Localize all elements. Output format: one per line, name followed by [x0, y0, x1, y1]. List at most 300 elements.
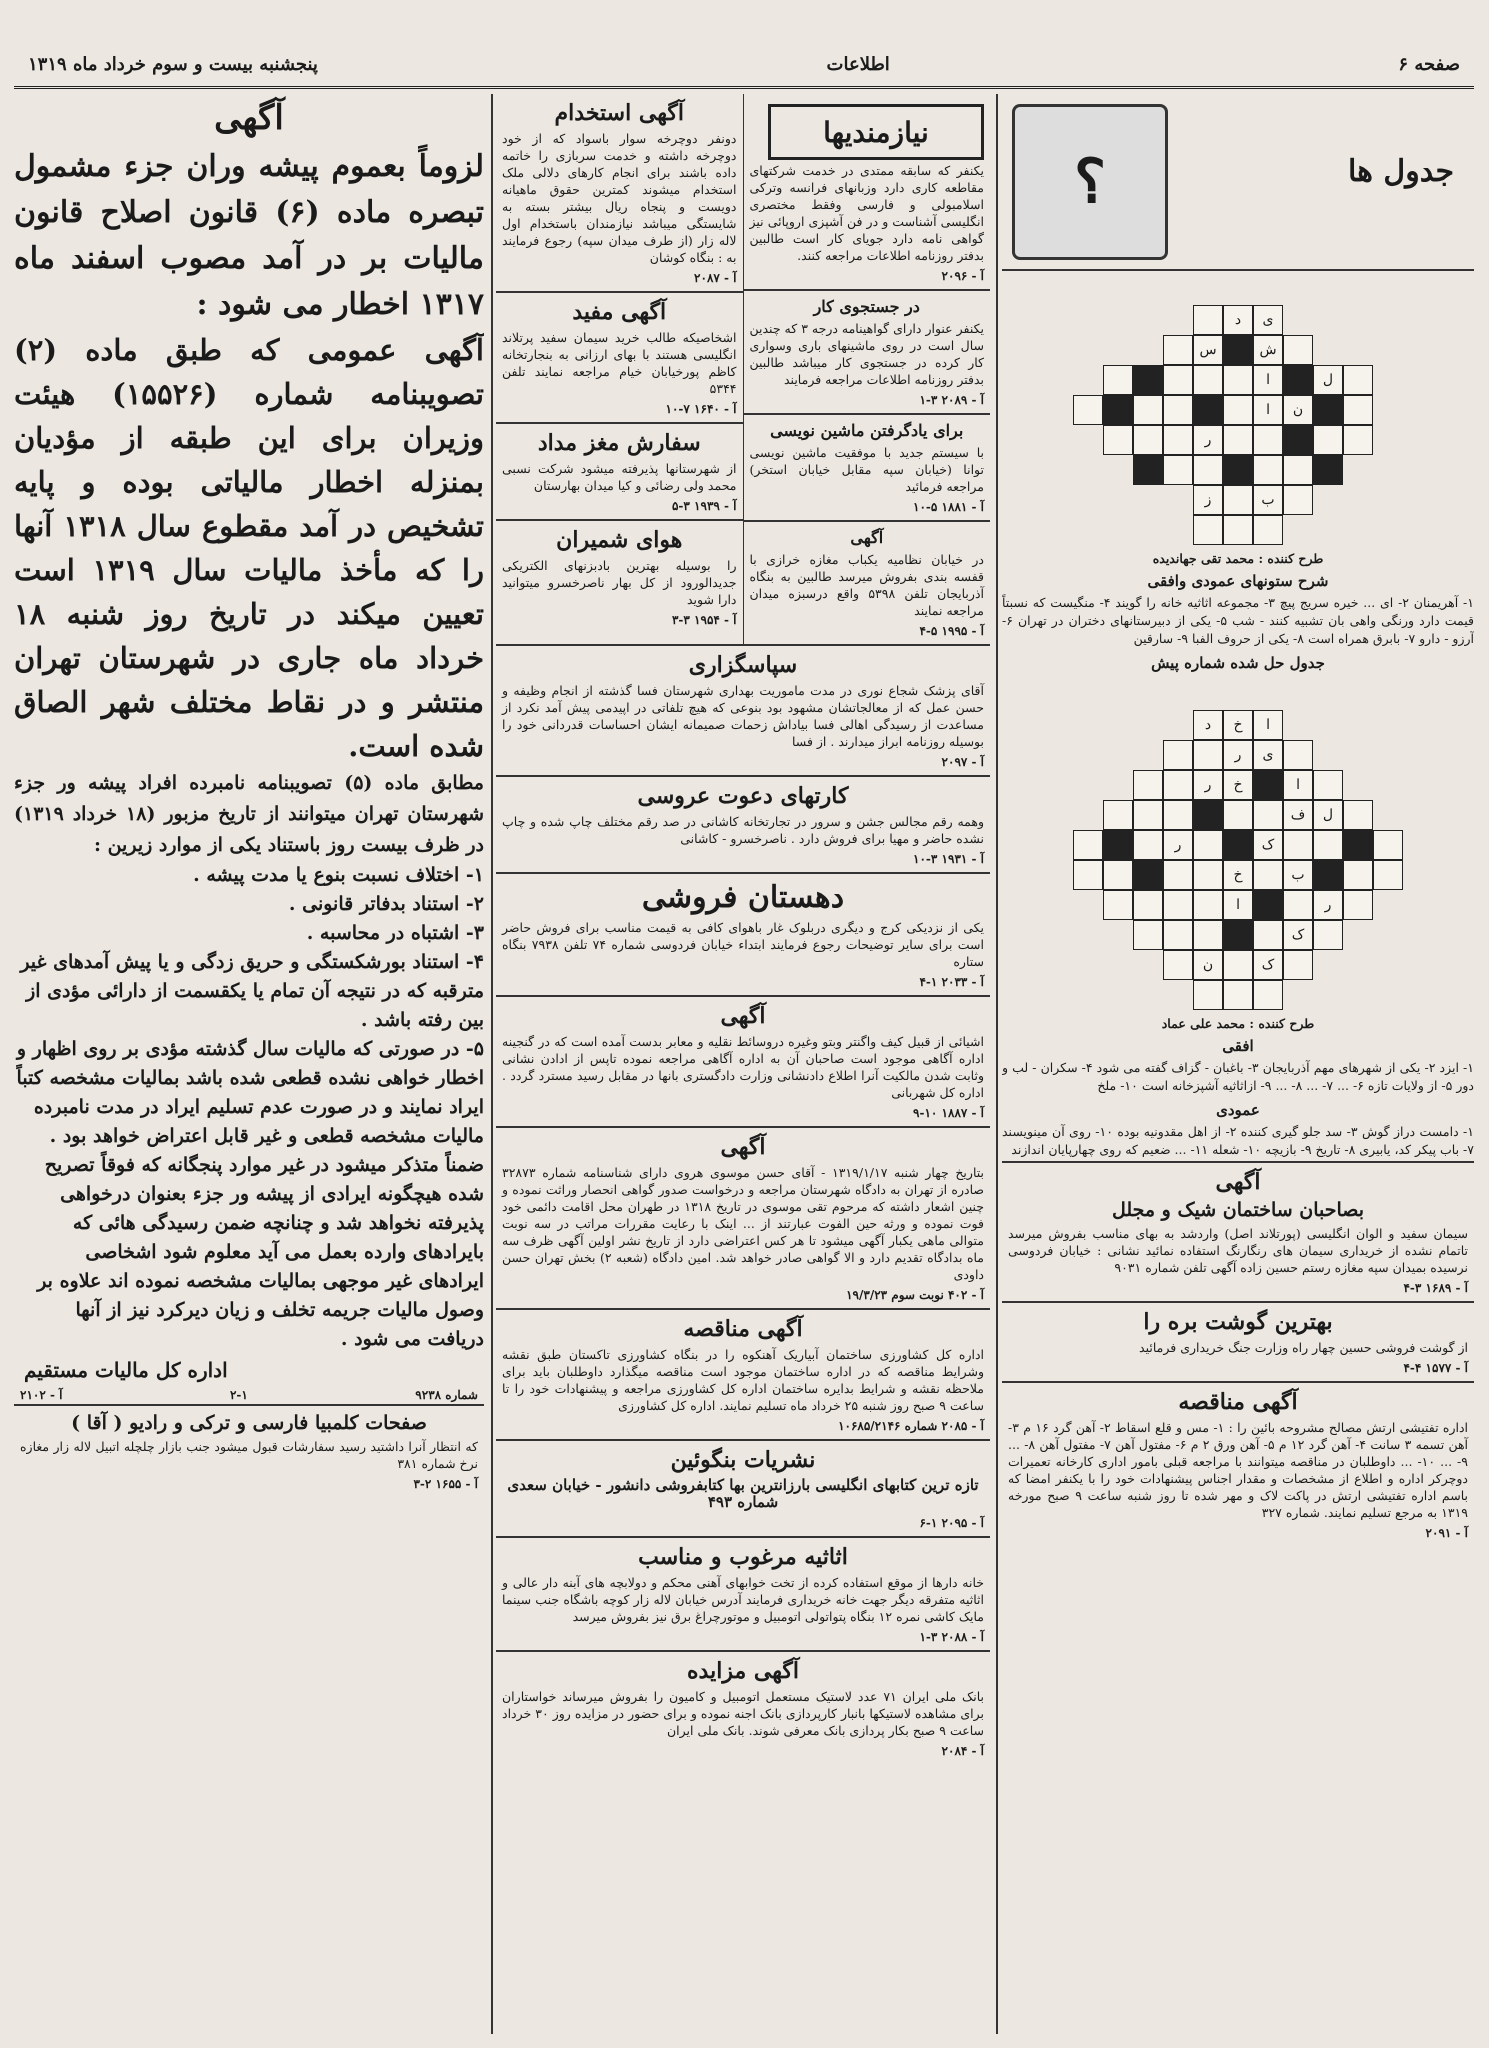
crossword-cell: ر [1313, 890, 1343, 920]
crossword-empty [1105, 920, 1133, 948]
crossword-cell [1163, 950, 1193, 980]
crossword-cell [1373, 830, 1403, 860]
crossword-cell: خ [1223, 860, 1253, 890]
crossword-empty [1105, 305, 1133, 333]
cement-ad [1002, 1161, 1474, 1303]
crossword-cell: ا [1253, 395, 1283, 425]
crossword-cell [1313, 425, 1343, 455]
tax-notice-item: ضمناً متذکر میشود در غیر موارد پنجگانه که فوقاً تصریح شده هیچگونه ایرادی از پیشه ور جزء بعنوان درخواهی پذیرفته نخواهد شد و چنانچه ضمن رسیدگی هائی که بایرادهای وارده بعمل می آید معلوم شود اشخاصی ایرادهای غیر موجهی بمالیات مشخصه نموده اند علاوه بر وصول مالیات جریمه تخلف و زیان دیرکرد نیز از آنها دریافت می شود . [37, 1154, 484, 1350]
pencil-lead-ad-ref: آ - ۱۹۳۹ ۳-۵ [671, 499, 737, 513]
tax-notice-title: آگهی [214, 98, 284, 138]
niaz-entry [744, 415, 991, 522]
crossword-cell: د [1193, 710, 1223, 740]
wedding-card-ad-ref: آ - ۱۹۳۱ ۳-۱۰ [913, 852, 984, 866]
crossword-empty [1375, 890, 1403, 918]
tax-notice-intro: لزوماً بعموم پیشه وران جزء مشمول تبصره ماده (۶) قانون اصلاح قانون مالیات بر در آمد مصوب اسفند ماه ۱۳۱۷ اخطار می شود : [14, 149, 484, 322]
crossword-empty [1345, 275, 1373, 303]
police-ad-text: اشیائی از قبیل کیف واگنتر وبتو وغیره دروسائط نقلیه و معابر بدست آمده است که در گنجینه اداره آگاهی موجود است صاحبان آن به اداره آگاهی مراجعه نموده تاپس از ادادن نشانی وثابت شدن مالکیت آنرا اطلاع دادنشانی وزارت دادگستری بانها در مقابل رسید مسترد گردد . اداره کل شهربانی [502, 1034, 984, 1100]
crossword-black-cell [1133, 365, 1163, 395]
niaz-entry-text: در خیابان نظامیه یکباب مغازه خرازی با قفسه بندی بفروش میرسد طالبین به بنگاه آذربایجان تلفن ۵۳۹۸ واقع درسبزه میدان مراجعه نمایند [749, 552, 984, 618]
crossword-cell [1193, 455, 1223, 485]
crossword-empty [1345, 740, 1373, 768]
crossword-empty [1135, 950, 1163, 978]
crossword-black-cell [1103, 395, 1133, 425]
crossword-2 [1002, 676, 1474, 1014]
crossword-empty [1375, 920, 1403, 948]
crossword-empty [1075, 455, 1103, 483]
crossword-empty [1285, 680, 1313, 708]
crossword-empty [1345, 515, 1373, 543]
records-ad-ref: آ - ۱۶۵۵ ۲-۳ [413, 1477, 478, 1491]
crossword-empty [1375, 425, 1403, 453]
penguin-ad-title: نشریات بنگوئین [670, 1447, 816, 1473]
crossword-cell: ر [1193, 770, 1223, 800]
meat-ad [1002, 1303, 1474, 1383]
crossword-empty [1135, 275, 1163, 303]
crossword-cell [1163, 335, 1193, 365]
crossword-black-cell [1193, 800, 1223, 830]
niaz-entry-text: یکنفر عنوار دارای گواهینامه درجه ۳ که چندین سال است در روی ماشینهای باری وسواری کار کرده در جستجوی کار میباشد طالبین بدفتر روزنامه اطلاعات مراجعه فرمایند [749, 321, 984, 387]
pencil-lead-ad-text: از شهرستانها پذیرفته میشود شرکت نسبی محمد ولی رضائی و کیا میدان بهارستان [502, 461, 737, 493]
crossword-cell [1343, 800, 1373, 830]
crossword-black-cell [1253, 890, 1283, 920]
crossword-empty [1105, 275, 1133, 303]
crossword-empty [1075, 740, 1103, 768]
crossword-cell [1163, 425, 1193, 455]
crossword-cell [1163, 860, 1193, 890]
tax-notice-ref: ۲-۱ [229, 1388, 248, 1402]
court-ad-ref: آ - ۴۰۲ نوبت سوم ۱۹/۳/۲۳ [846, 1288, 984, 1302]
crossword-cell [1103, 800, 1133, 830]
crossword-empty [1105, 980, 1133, 1008]
crossword-cell [1253, 860, 1283, 890]
crossword-cell [1343, 365, 1373, 395]
tax-notice-item: ۵- در صورتی که مالیات سال گذشته مؤدی بر روی اظهار و اخطار خواهی نشده قطعی شده باشد بمالیات مشخصه کتباً ایراد نمایند و در صورت عدم تسلیم ایراد در مدت نامبرده مالیات مشخصه قطعی و غیر قابل اعتراض خواهد بود . [16, 1038, 484, 1147]
crossword-empty [1165, 680, 1193, 708]
tax-notice-signature: اداره کل مالیات مستقیم [24, 1358, 228, 1382]
crossword-cell [1193, 860, 1223, 890]
niaz-entry-text: یکنفر که سابقه ممتدی در خدمت شرکتهای مقاطعه کاری دارد وزبانهای فرانسه وترکی اسلامبولی و فارسی وفقط مختصری انگلیسی آشناست و در فن آشپزی اروپائی نیز گواهی نامه دارد جویای کار است طالبین بدفتر روزنامه اطلاعات مراجعه کنند. [749, 163, 984, 263]
crossword-empty [1165, 275, 1193, 303]
crossword-cell [1313, 830, 1343, 860]
crossword-empty [1285, 980, 1313, 1008]
crossword-empty [1345, 455, 1373, 483]
crossword-empty [1075, 335, 1103, 363]
agri-tender-ad [496, 1310, 990, 1441]
newspaper-page [14, 10, 1474, 2038]
crossword-empty [1255, 680, 1283, 708]
crossword-cell [1193, 365, 1223, 395]
crossword-empty [1345, 710, 1373, 738]
crossword-cell [1223, 485, 1253, 515]
crossword-empty [1075, 710, 1103, 738]
niaz-entry [744, 522, 991, 644]
crossword-empty [1135, 485, 1163, 513]
crossword-empty [1375, 740, 1403, 768]
crossword-cell: ر [1223, 740, 1253, 770]
tender-ad-title: آگهی مناقصه [1178, 1389, 1298, 1415]
crossword-empty [1105, 455, 1133, 483]
crossword-cell [1253, 515, 1283, 545]
penguin-ad-ref: آ - ۲۰۹۵ ۱-۶ [919, 1516, 984, 1530]
niaz-entry-text: با سیستم جدید با موفقیت ماشین نویسی توانا (خیابان سپه مقابل خیابان استخر) مراجعه فرمائید [749, 445, 984, 494]
crossword-black-cell [1223, 830, 1253, 860]
crossword-empty [1375, 275, 1403, 303]
crossword-cell [1073, 395, 1103, 425]
crossword-cell: ا [1223, 890, 1253, 920]
crossword-empty [1285, 275, 1313, 303]
crossword-2-credit: طرح کننده : محمد علی عماد [1161, 1016, 1315, 1031]
small-ads [496, 94, 743, 644]
niaz-entry-title: در جستجوی کار [813, 297, 920, 316]
issue-date: پنجشنبه بیست و سوم خرداد ماه ۱۳۱۹ [28, 53, 318, 75]
employment-ad-title: آگهی استخدام [554, 100, 684, 126]
records-ad-title: صفحات کلمبیا فارسی و ترکی و رادیو ( آقا ) [71, 1412, 427, 1434]
crossword-1-credit: طرح کننده : محمد تقی جهاندیده [1152, 551, 1324, 566]
crossword-cell [1253, 920, 1283, 950]
crossword-empty [1075, 890, 1103, 918]
crossword-cell [1283, 455, 1313, 485]
meat-ad-text: از گوشت فروشی حسین چهار راه وزارت جنگ خریداری فرمائید [1139, 1340, 1468, 1355]
crossword-cell [1283, 830, 1313, 860]
furniture-ad-title: اثاثیه مرغوب و مناسب [638, 1544, 848, 1570]
crossword-cell [1163, 770, 1193, 800]
crossword-cell: ن [1283, 395, 1313, 425]
crossword-empty [1105, 515, 1133, 543]
crossword-cell [1223, 365, 1253, 395]
tax-notice-item: ۴- استناد بورشکستگی و حریق زدگی و یا پیش آمدهای غیر مترقبه که در نتیجه آن تمام یا یکقسمت از دارائی مؤدی از بین رفته باشد . [20, 951, 484, 1031]
crossword-cell: ب [1253, 485, 1283, 515]
crossword-empty [1225, 275, 1253, 303]
crossword-empty [1345, 305, 1373, 333]
crossword-empty [1315, 335, 1343, 363]
amoodi-clues: ۱- دامست دراز گوش ۳- سد جلو گیری کننده ۲- از اهل مقدونیه بوده ۱۰- روی آن مینویسند ۷- باب پیکر کد، یابیری ۸- تاریخ ۹- بازیچه ۱۰- شعله ۱۱- ... ضعیم که روی چهارپایان اندازند [1002, 1124, 1474, 1157]
crossword-empty [1315, 680, 1343, 708]
crossword-empty [1105, 335, 1133, 363]
crossword-cell [1343, 860, 1373, 890]
crossword-empty [1075, 515, 1103, 543]
niaz-entry-ref: آ - ۱۸۸۱ ۵-۱۰ [913, 500, 984, 514]
crossword-black-cell [1283, 425, 1313, 455]
crossword-cell [1133, 425, 1163, 455]
crossword-cell: س [1193, 335, 1223, 365]
crossword-empty [1075, 770, 1103, 798]
niaz-entry-title: برای یادگرفتن ماشین نویسی [770, 421, 964, 440]
crossword-cell [1193, 830, 1223, 860]
crossword-empty [1315, 710, 1343, 738]
niaz-entry-ref: آ - ۲۰۹۶ [941, 269, 984, 283]
fan-ad-text: را بوسیله بهترین بادبزنهای الکتریکی جدیدالورود از کل بهار ناصرخسرو میتوانید دارا شوید [502, 558, 737, 607]
crossword-empty [1375, 455, 1403, 483]
crossword-cell [1313, 770, 1343, 800]
crossword-cell [1073, 830, 1103, 860]
crossword-empty [1105, 950, 1133, 978]
puzzle-banner [1002, 94, 1474, 271]
crossword-empty [1375, 335, 1403, 363]
useful-ad-title: آگهی مفید [572, 299, 667, 325]
penguin-ad-text: تازه ترین کتابهای انگلیسی بارزانترین بها کتابفروشی دانشور - خیابان سعدی شماره ۴۹۳ [507, 1476, 979, 1511]
column-divider [996, 94, 998, 2034]
crossword-empty [1075, 980, 1103, 1008]
crossword-cell: ن [1193, 950, 1223, 980]
crossword-empty [1375, 680, 1403, 708]
cement-ad-title: آگهی [1215, 1169, 1261, 1195]
crossword-empty [1075, 275, 1103, 303]
crossword-empty [1375, 980, 1403, 1008]
crossword-black-cell [1223, 335, 1253, 365]
crossword-1-clues: ۱- آهریمنان ۲- ای ... خیره سریج پیچ ۳- مجموعه اثاثیه خانه را گویند ۴- منگیست که نسبتاً قیمت دارد ورنگی واهی بان تشبیه کنند - شب ۵- یکی از دبیرستانهای دختران در تهران ۶- آرزو - دارو ۷- بابرق همراه است ۸- یکی از حروف الفبا ۹- سارقین [1002, 595, 1474, 646]
fan-ad-ref: آ - ۱۹۵۴ ۳-۳ [671, 613, 737, 627]
crossword-cell: ل [1313, 800, 1343, 830]
crossword-empty [1105, 740, 1133, 768]
crossword-cell [1223, 950, 1253, 980]
crossword-cell: ی [1253, 305, 1283, 335]
puzzle-illustration-icon: ؟ [1012, 104, 1168, 260]
crossword-cell: ب [1283, 860, 1313, 890]
crossword-cell [1343, 395, 1373, 425]
crossword-cell [1133, 830, 1163, 860]
crossword-empty [1375, 485, 1403, 513]
pencil-lead-ad [496, 424, 743, 521]
crossword-black-cell [1223, 920, 1253, 950]
crossword-cell [1223, 395, 1253, 425]
crossword-empty [1285, 710, 1313, 738]
crossword-empty [1075, 920, 1103, 948]
crossword-empty [1135, 335, 1163, 363]
crossword-cell: ی [1253, 740, 1283, 770]
crossword-empty [1075, 365, 1103, 393]
crossword-empty [1375, 710, 1403, 738]
tax-notice-ref: شماره ۹۲۳۸ [415, 1388, 478, 1402]
amoodi-heading: عمودی [1216, 1101, 1260, 1119]
crossword-empty [1075, 425, 1103, 453]
cement-ad-ref: آ - ۱۶۸۹ ۳-۴ [1403, 1281, 1468, 1295]
tender-ad-ref: آ - ۲۰۹۱ [1425, 1526, 1468, 1540]
crossword-cell: ک [1253, 950, 1283, 980]
crossword-cell: ا [1253, 710, 1283, 740]
penguin-ad [496, 1441, 990, 1538]
crossword-empty [1345, 335, 1373, 363]
crossword-empty [1255, 275, 1283, 303]
crossword-cell [1223, 800, 1253, 830]
crossword-1 [1002, 271, 1474, 549]
crossword-cell [1223, 980, 1253, 1010]
crossword-cell [1133, 890, 1163, 920]
tax-notice-refs [14, 1386, 484, 1406]
police-ad-title: آگهی [720, 1003, 766, 1029]
crossword-empty [1375, 395, 1403, 423]
crossword-empty [1345, 770, 1373, 798]
crossword-cell [1163, 890, 1193, 920]
employment-ad-ref: آ - ۲۰۸۷ [694, 271, 737, 285]
crossword-empty [1195, 680, 1223, 708]
tax-notice-article5: مطابق ماده (۵) تصویبنامه نامبرده افراد پیشه ور جزء شهرستان تهران میتوانند از تاریخ مزبور (۱۸ خرداد ۱۳۱۹) در ظرف بیست روز باستناد یکی از موارد زیرین : [14, 772, 484, 856]
crossword-cell [1193, 890, 1223, 920]
crossword-cell: ر [1193, 425, 1223, 455]
thanks-ad-text: آقای پزشک شجاع نوری در مدت ماموریت بهداری شهرستان فسا گذشته از انجام وظیفه و حسن عمل که از معالجاتشان مشهود بود بنوعی که هیچ تلفاتی در اپیدمی پیش آمد نکرد از مساعدت از رسیدگی اهالی فسا بیاداش زحمات صمیمانه ایشان احساسات قدردانی خود را بوسیله روزنامه ابراز میدارند . از فسا [502, 683, 984, 749]
tender-ad [1002, 1383, 1474, 1546]
crossword-cell: ا [1253, 365, 1283, 395]
afoghi-heading: افقی [1222, 1037, 1254, 1055]
thanks-ad [496, 646, 990, 777]
crossword-empty [1375, 515, 1403, 543]
niazmandiha [743, 94, 991, 644]
crossword-empty [1285, 305, 1313, 333]
crossword-2-grid [1073, 680, 1403, 1010]
crossword-cell [1193, 740, 1223, 770]
wedding-card-ad [496, 777, 990, 874]
crossword-empty [1315, 980, 1343, 1008]
crossword-empty [1135, 305, 1163, 333]
crossword-empty [1195, 275, 1223, 303]
auction-ad-text: بانک ملی ایران ۷۱ عدد لاستیک مستعمل اتومبیل و کامیون را بفروش میرساند خواستاران برای مشاهده لاستیکها بانبار کارپردازی بانک اجنه نموده و برای حضور در مزایده روز ۳۰ خرداد ساعت ۹ صبح بکار پردازی بانک معرفی شوند. بانک ملی ایران [502, 1689, 984, 1738]
auction-ad [496, 1652, 990, 1764]
crossword-black-cell [1343, 830, 1373, 860]
village-sale-ad-title: دهستان فروشی [641, 880, 845, 915]
crossword-cell [1103, 425, 1133, 455]
crossword-cell [1193, 515, 1223, 545]
crossword-empty [1375, 770, 1403, 798]
meat-ad-ref: آ - ۱۵۷۷ ۴-۴ [1403, 1361, 1468, 1375]
tax-notice-ref: آ - ۲۱۰۲ [20, 1388, 63, 1402]
crossword-empty [1075, 800, 1103, 828]
crossword-cell [1283, 485, 1313, 515]
crossword-empty [1135, 710, 1163, 738]
niaz-entry-ref: آ - ۱۹۹۵ ۵-۴ [919, 624, 984, 638]
pencil-lead-ad-title: سفارش مغز مداد [537, 430, 701, 456]
crossword-cell [1163, 740, 1193, 770]
crossword-cell: ش [1253, 335, 1283, 365]
crossword-empty [1135, 980, 1163, 1008]
employment-ad-text: دونفر دوچرخه سوار باسواد که از خود دوچرخه داشته و خدمت سربازی را خاتمه داده باشند برای انجام کارهای دلالی ملک استخدام میشوند کمترین حقوق ماهیانه دویست و پنجاه ریال بیشتر بسته به شایستگی میباشد نیازمندان باستخدام اول لاله زار (از طرف میدان سپه) رجوع فرمایند به : بنگاه کوشان [502, 131, 737, 265]
masthead [14, 42, 1474, 89]
crossword-cell: ا [1283, 770, 1313, 800]
crossword-empty [1345, 920, 1373, 948]
afoghi-clues: ۱- ایزد ۲- یکی از شهرهای مهم آذربایجان ۳- باغبان - گزاف گفته می شود ۴- سکران - لب و دور ۵- از ولایات تازه ۶- ... ۷- ... ۸- ... ۹- ازاثاثیه آشپزخانه است ۱۰- ملخ [1002, 1060, 1474, 1093]
crossword-2-heading: جدول حل شده شماره پیش [1151, 654, 1325, 672]
crossword-cell [1373, 860, 1403, 890]
crossword-cell [1283, 890, 1313, 920]
tax-notice-item: ۳- اشتباه در محاسبه . [306, 922, 484, 944]
crossword-empty [1375, 305, 1403, 333]
crossword-empty [1345, 680, 1373, 708]
puzzle-banner-title: جدول ها [1348, 154, 1454, 189]
newspaper-name: اطلاعات [826, 53, 890, 75]
crossword-cell: ل [1313, 365, 1343, 395]
crossword-empty [1375, 365, 1403, 393]
crossword-empty [1345, 980, 1373, 1008]
crossword-empty [1135, 680, 1163, 708]
crossword-cell [1193, 305, 1223, 335]
village-sale-ad [496, 874, 990, 997]
crossword-empty [1375, 800, 1403, 828]
crossword-empty [1165, 515, 1193, 543]
records-ad-text: که انتظار آنرا داشتید رسید سفارشات قبول میشود جنب بازار چلچله اتبیل لاله زار مغازه نرخ شماره ۳۸۱ [20, 1439, 478, 1471]
crossword-cell [1193, 980, 1223, 1010]
records-ad [14, 1406, 484, 1497]
crossword-cell [1133, 395, 1163, 425]
crossword-cell [1163, 455, 1193, 485]
crossword-cell: ک [1253, 830, 1283, 860]
crossword-empty [1165, 710, 1193, 738]
crossword-cell [1283, 740, 1313, 770]
court-ad [496, 1128, 990, 1310]
crossword-empty [1345, 950, 1373, 978]
court-ad-text: بتاریخ چهار شنبه ۱۳۱۹/۱/۱۷ - آقای حسن موسوی هروی دارای شناسنامه شماره ۳۲۸۷۳ صادره از تهران به دادگاه شهرستان مراجعه و درخواست صدور گواهی انحصار وراثت نموده و چنین اشعار داشته که مرحوم تقی موسوی در تاریخ ۱۳۱۸ در طهران محل اقامت دائمی خود فوت نموده و ورثه حین الفوت عبارتند از ... اینک با رعایت مقررات مراتب در سه نوبت متوالی ماهی یکبار آگهی میشود تا هر کس اعتراضی دارد از تاریخ نشر اولین آگهی ظرف سه ماه بدادگاه تقدیم دارد و الا گواهی صادر خواهد شد. امین دادگاه (شعبه ۲) بخش تهران حسن داودی [502, 1165, 985, 1282]
tax-notice-item: ۱- اختلاف نسبت بنوع یا مدت پیشه . [193, 864, 484, 886]
crossword-1-grid [1073, 275, 1403, 545]
crossword-empty [1105, 770, 1133, 798]
crossword-black-cell [1193, 395, 1223, 425]
crossword-cell [1223, 515, 1253, 545]
crossword-empty [1375, 950, 1403, 978]
crossword-black-cell [1133, 860, 1163, 890]
niaz-entry [744, 158, 991, 291]
court-ad-title: آگهی [720, 1134, 766, 1160]
agri-tender-ad-title: آگهی مناقصه [683, 1316, 803, 1342]
crossword-cell [1133, 770, 1163, 800]
crossword-black-cell [1283, 365, 1313, 395]
crossword-cell [1253, 980, 1283, 1010]
crossword-cell [1313, 920, 1343, 950]
crossword-cell [1283, 335, 1313, 365]
fan-ad-title: هوای شمیران [556, 527, 683, 553]
wedding-card-ad-title: کارتهای دعوت عروسی [637, 783, 849, 809]
meat-ad-title: بهترین گوشت بره را [1143, 1309, 1333, 1335]
village-sale-ad-text: یکی از نزدیکی کرج و دیگری دربلوک غار باهوای کافی به قیمت مناسب برای فروش حاضر است برای سایر توضیحات رجوع فرمایند ابتداء خیابان فردوسی شماره ۷۴ تلفن ۷۹۳۸ بنگاه ستاره [502, 920, 984, 969]
crossword-cell [1133, 920, 1163, 950]
crossword-cell [1343, 890, 1373, 920]
crossword-black-cell [1223, 455, 1253, 485]
niaz-entry [744, 291, 991, 415]
niazmandiha-title: نیازمندیها [768, 104, 984, 160]
thanks-ad-ref: آ - ۲۰۹۷ [941, 755, 984, 769]
crossword-empty [1135, 740, 1163, 768]
useful-ad [496, 293, 743, 424]
crossword-black-cell [1253, 770, 1283, 800]
thanks-ad-title: سپاسگزاری [688, 652, 798, 678]
crossword-empty [1075, 305, 1103, 333]
crossword-cell: ز [1193, 485, 1223, 515]
crossword-cell [1193, 920, 1223, 950]
crossword-empty [1105, 710, 1133, 738]
crossword-empty [1225, 680, 1253, 708]
crossword-empty [1075, 485, 1103, 513]
crossword-empty [1285, 515, 1313, 543]
useful-ad-ref: آ - ۱۶۴۰ ۷-۱۰ [665, 402, 737, 416]
crossword-cell [1163, 365, 1193, 395]
crossword-column [1002, 94, 1474, 1546]
crossword-empty [1165, 305, 1193, 333]
crossword-cell: ک [1283, 920, 1313, 950]
page-number: صفحه ۶ [1398, 53, 1460, 75]
crossword-empty [1075, 680, 1103, 708]
crossword-empty [1135, 515, 1163, 543]
niaz-entry-title: آگهی [850, 528, 884, 547]
crossword-black-cell [1313, 455, 1343, 485]
crossword-black-cell [1103, 830, 1133, 860]
crossword-empty [1165, 980, 1193, 1008]
crossword-cell [1103, 365, 1133, 395]
auction-ad-title: آگهی مزایده [687, 1658, 799, 1684]
crossword-cell [1283, 950, 1313, 980]
crossword-black-cell [1133, 455, 1163, 485]
crossword-empty [1315, 515, 1343, 543]
column-divider [491, 94, 493, 2034]
tax-notice-column [14, 94, 484, 1497]
crossword-empty [1315, 275, 1343, 303]
crossword-empty [1345, 485, 1373, 513]
